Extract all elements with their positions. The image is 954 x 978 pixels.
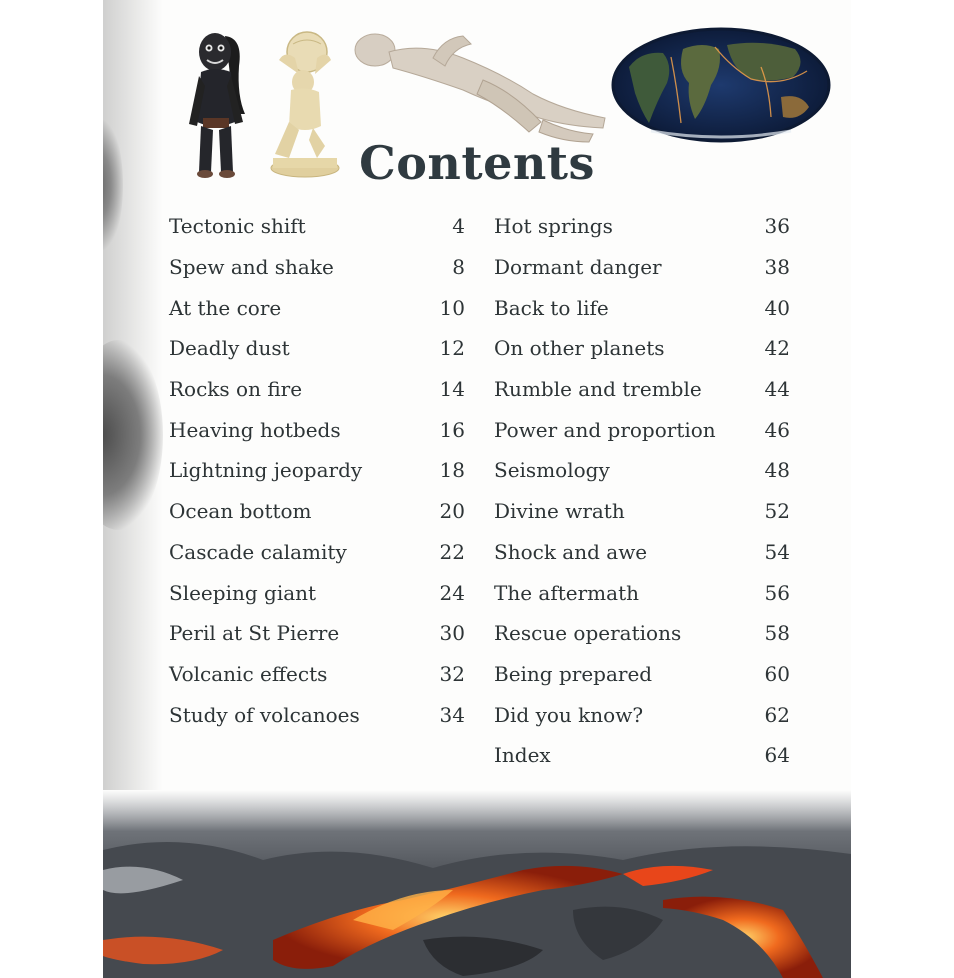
entry-title: Seismology <box>494 458 610 483</box>
entry-title: Study of volcanoes <box>169 702 360 727</box>
contents-row[interactable] <box>169 450 465 491</box>
entry-page: 34 <box>439 702 465 727</box>
entry-page: 14 <box>439 377 465 402</box>
entry-title: Did you know? <box>494 702 644 727</box>
contents-row[interactable] <box>169 694 465 735</box>
entry-page: 32 <box>439 661 465 686</box>
entry-page: 56 <box>764 580 790 605</box>
contents-column-right <box>494 206 790 776</box>
contents-row[interactable] <box>494 613 790 654</box>
contents-row[interactable] <box>494 206 790 247</box>
entry-title: Rocks on fire <box>169 377 303 402</box>
entry-title: Hot springs <box>494 214 613 239</box>
entry-title: Volcanic effects <box>169 661 328 686</box>
contents-row[interactable] <box>169 206 465 247</box>
entry-title: Heaving hotbeds <box>169 417 341 442</box>
entry-page: 54 <box>764 539 790 564</box>
entry-page: 30 <box>439 621 465 646</box>
entry-title: Dormant danger <box>494 255 662 280</box>
contents-row[interactable] <box>169 613 465 654</box>
entry-title: On other planets <box>494 336 665 361</box>
entry-page: 46 <box>764 417 790 442</box>
entry-page: 22 <box>439 539 465 564</box>
contents-row[interactable] <box>494 735 790 776</box>
contents-column-left <box>169 206 465 735</box>
entry-title: Lightning jeopardy <box>169 458 363 483</box>
contents-row[interactable] <box>494 287 790 328</box>
contents-row[interactable] <box>494 328 790 369</box>
entry-page: 44 <box>764 377 790 402</box>
lava-flow-image <box>103 790 851 978</box>
entry-page: 42 <box>764 336 790 361</box>
contents-row[interactable] <box>169 532 465 573</box>
entry-title: Rumble and tremble <box>494 377 702 402</box>
entry-page: 38 <box>764 255 790 280</box>
entry-title: At the core <box>169 295 282 320</box>
entry-title: Peril at St Pierre <box>169 621 340 646</box>
plaster-cast-body-image <box>353 28 613 146</box>
entry-title: Ocean bottom <box>169 499 312 524</box>
contents-row[interactable] <box>494 572 790 613</box>
contents-row[interactable] <box>494 369 790 410</box>
entry-title: Deadly dust <box>169 336 290 361</box>
contents-row[interactable] <box>494 450 790 491</box>
entry-title: Index <box>494 743 551 768</box>
contents-page <box>103 0 851 978</box>
entry-page: 8 <box>452 255 465 280</box>
contents-row[interactable] <box>494 532 790 573</box>
contents-row[interactable] <box>169 491 465 532</box>
entry-page: 48 <box>764 458 790 483</box>
entry-page: 16 <box>439 417 465 442</box>
entry-page: 12 <box>439 336 465 361</box>
entry-title: Divine wrath <box>494 499 625 524</box>
contents-row[interactable] <box>169 247 465 288</box>
entry-title: The aftermath <box>494 580 639 605</box>
entry-page: 52 <box>764 499 790 524</box>
entry-page: 20 <box>439 499 465 524</box>
contents-row[interactable] <box>494 654 790 695</box>
entry-title: Being prepared <box>494 661 653 686</box>
entry-title: Rescue operations <box>494 621 682 646</box>
entry-page: 10 <box>439 295 465 320</box>
entry-page: 4 <box>452 214 465 239</box>
entry-title: Tectonic shift <box>169 214 306 239</box>
entry-page: 60 <box>764 661 790 686</box>
contents-row[interactable] <box>494 491 790 532</box>
entry-page: 62 <box>764 702 790 727</box>
entry-page: 64 <box>764 743 790 768</box>
contents-row[interactable] <box>494 409 790 450</box>
entry-page: 36 <box>764 214 790 239</box>
entry-title: Back to life <box>494 295 609 320</box>
entry-title: Spew and shake <box>169 255 334 280</box>
contents-row[interactable] <box>169 328 465 369</box>
entry-title: Cascade calamity <box>169 539 347 564</box>
world-map-globe-image <box>611 27 831 145</box>
contents-row[interactable] <box>169 654 465 695</box>
contents-row[interactable] <box>169 369 465 410</box>
page-title: Contents <box>359 136 595 190</box>
entry-title: Sleeping giant <box>169 580 317 605</box>
entry-page: 40 <box>764 295 790 320</box>
entry-title: Shock and awe <box>494 539 648 564</box>
contents-row[interactable] <box>169 287 465 328</box>
entry-page: 18 <box>439 458 465 483</box>
entry-page: 58 <box>764 621 790 646</box>
entry-title: Power and proportion <box>494 417 716 442</box>
contents-row[interactable] <box>169 572 465 613</box>
entry-page: 24 <box>439 580 465 605</box>
contents-row[interactable] <box>169 409 465 450</box>
contents-row[interactable] <box>494 247 790 288</box>
contents-row[interactable] <box>494 694 790 735</box>
